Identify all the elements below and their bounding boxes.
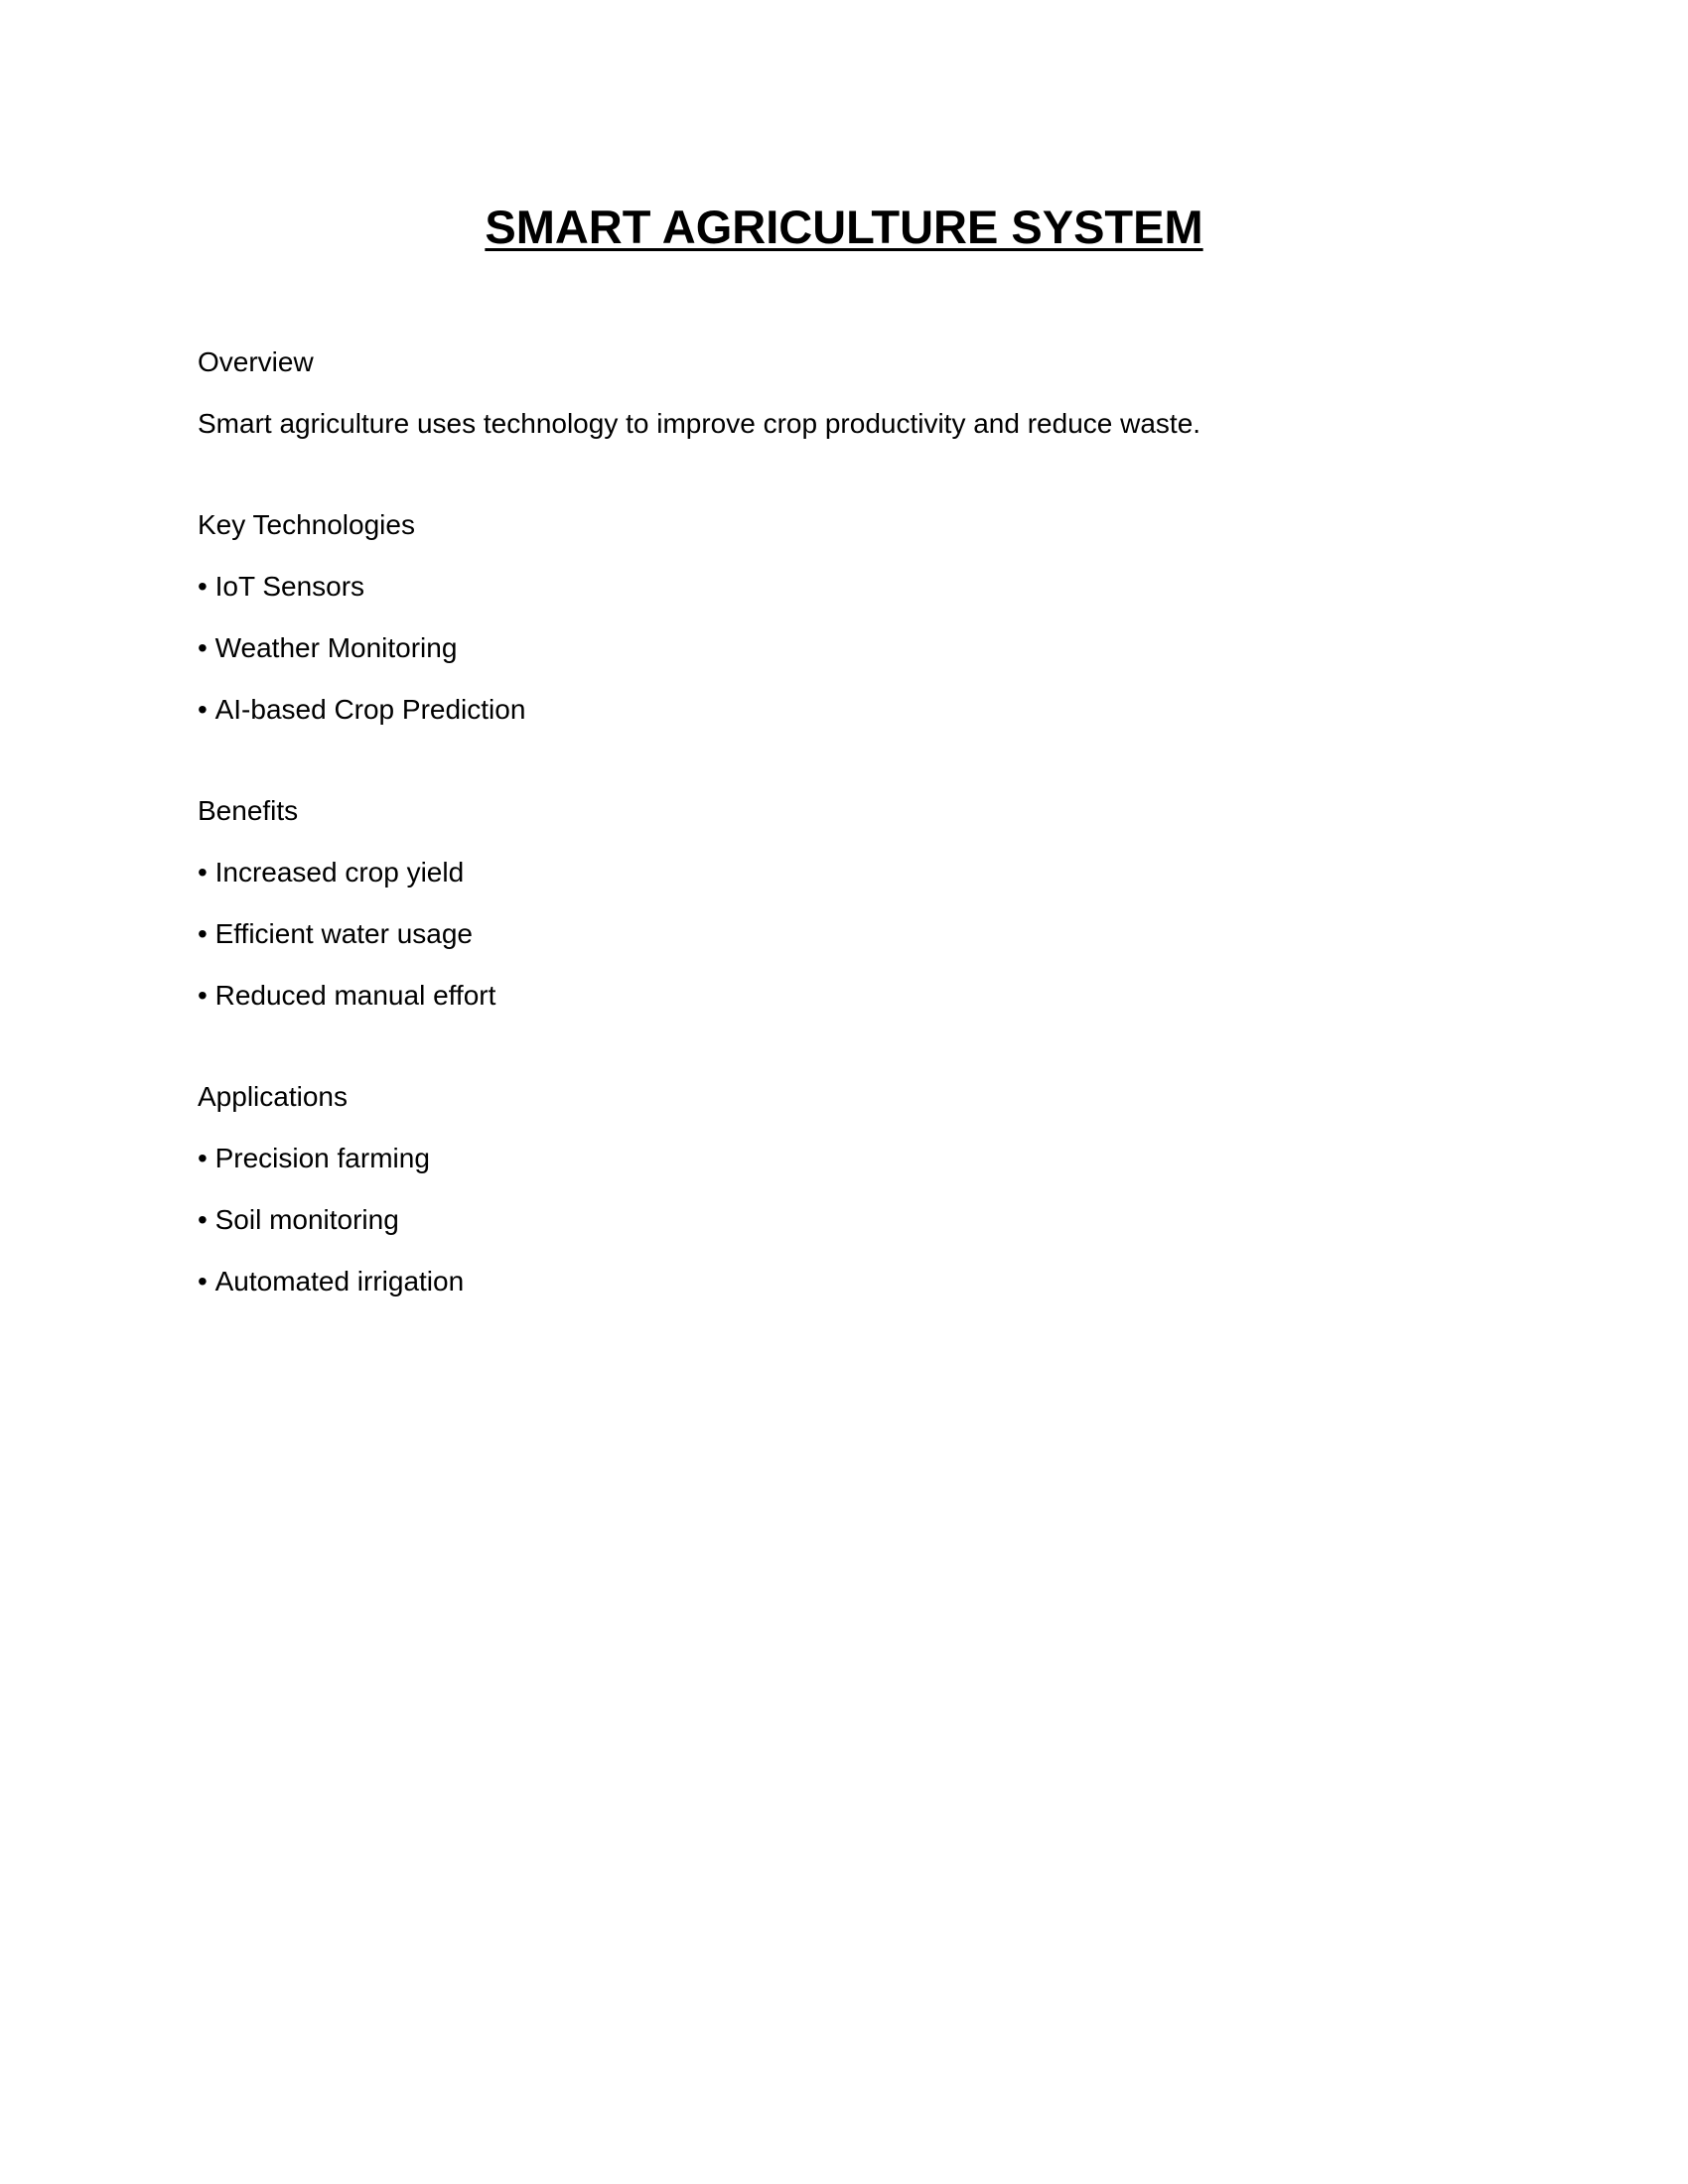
section-heading-benefits: Benefits xyxy=(198,795,299,826)
section-heading-overview: Overview xyxy=(198,346,314,377)
section-benefits xyxy=(198,791,1488,1016)
list-item: • Precision farming xyxy=(198,1139,1488,1178)
overview-paragraph: Smart agriculture uses technology to improve crop productivity and reduce waste. xyxy=(198,408,1201,439)
list-item: • Efficient water usage xyxy=(198,914,1488,954)
section-applications xyxy=(198,1077,1488,1301)
section-heading-key-technologies: Key Technologies xyxy=(198,509,415,540)
page-title-text: SMART AGRICULTURE SYSTEM xyxy=(485,201,1203,253)
section-key-technologies xyxy=(198,505,1488,730)
list-item: • Reduced manual effort xyxy=(198,976,1488,1016)
section-heading-applications: Applications xyxy=(198,1081,348,1112)
list-item: • Soil monitoring xyxy=(198,1200,1488,1240)
document-body xyxy=(198,342,1488,1363)
list-item: • Increased crop yield xyxy=(198,853,1488,892)
page-title xyxy=(0,195,1688,260)
list-item: • Automated irrigation xyxy=(198,1262,1488,1301)
list-item: • AI-based Crop Prediction xyxy=(198,690,1488,730)
list-item: • Weather Monitoring xyxy=(198,628,1488,668)
list-item: • IoT Sensors xyxy=(198,567,1488,607)
section-overview xyxy=(198,342,1488,444)
